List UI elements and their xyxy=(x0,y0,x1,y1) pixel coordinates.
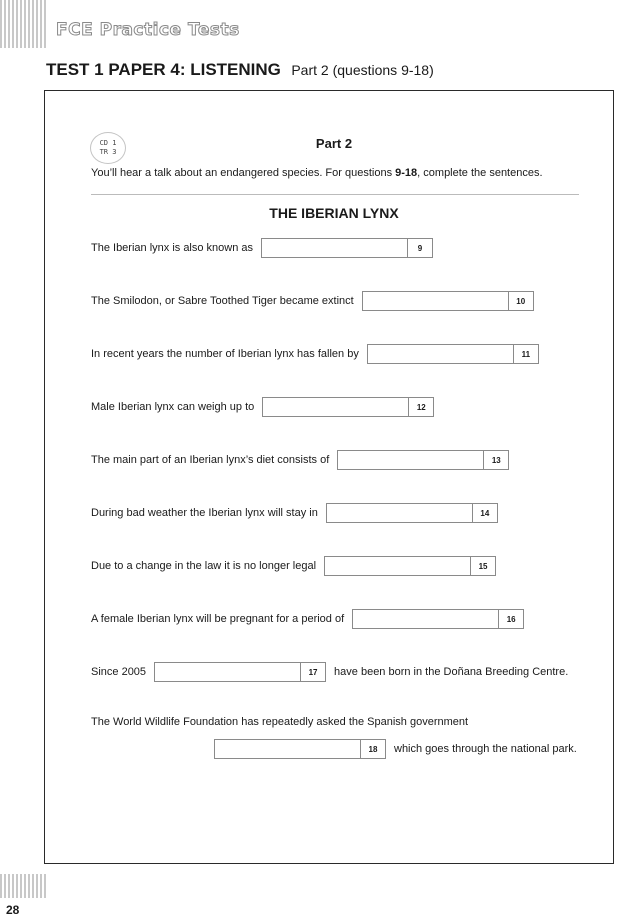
question-number: 14 xyxy=(472,504,497,522)
answer-blank[interactable] xyxy=(327,504,472,522)
answer-box[interactable] xyxy=(362,291,534,311)
question-row xyxy=(91,344,539,364)
question-number: 16 xyxy=(498,610,523,628)
decorative-stripes-bottom xyxy=(0,874,46,898)
question-row xyxy=(91,503,498,523)
question-number: 11 xyxy=(513,345,538,363)
question-number: 10 xyxy=(508,292,533,310)
answer-blank[interactable] xyxy=(215,740,360,758)
answer-box[interactable] xyxy=(352,609,524,629)
question-number: 17 xyxy=(300,663,325,681)
test-heading-subtitle: Part 2 (questions 9-18) xyxy=(291,62,434,78)
question-text-before: Since 2005 xyxy=(91,666,147,678)
answer-blank[interactable] xyxy=(263,398,408,416)
answer-blank[interactable] xyxy=(325,557,470,575)
question-number: 18 xyxy=(360,740,385,758)
question-text: A female Iberian lynx will be pregnant for a period of xyxy=(91,613,345,625)
question-row xyxy=(91,238,433,258)
answer-box[interactable] xyxy=(214,739,386,759)
question-row xyxy=(91,450,509,470)
answer-box[interactable] xyxy=(262,397,434,417)
page-number: 28 xyxy=(6,903,20,917)
question-number: 12 xyxy=(408,398,433,416)
answer-box[interactable] xyxy=(337,450,509,470)
answer-blank[interactable] xyxy=(262,239,407,257)
talk-title: THE IBERIAN LYNX xyxy=(269,205,399,221)
answer-blank[interactable] xyxy=(353,610,498,628)
answer-box[interactable] xyxy=(154,662,326,682)
question-row xyxy=(214,739,577,759)
question-row xyxy=(91,662,568,682)
answer-blank[interactable] xyxy=(368,345,513,363)
test-heading-title: TEST 1 PAPER 4: LISTENING xyxy=(46,60,281,79)
question-text-after: which goes through the national park. xyxy=(394,743,577,755)
question-text: During bad weather the Iberian lynx will stay in xyxy=(91,507,318,519)
track-label: TR 3 xyxy=(99,148,117,156)
question-intro xyxy=(91,716,468,728)
answer-box[interactable] xyxy=(326,503,498,523)
cd-label: CD 1 xyxy=(99,139,117,147)
answer-blank[interactable] xyxy=(338,451,483,469)
instructions-after: , complete the sentences. xyxy=(417,167,543,179)
instructions-before: You’ll hear a talk about an endangered species. For questions xyxy=(91,167,396,179)
question-text: The main part of an Iberian lynx’s diet consists of xyxy=(91,454,330,466)
question-text: The Iberian lynx is also known as xyxy=(91,242,254,254)
test-heading xyxy=(46,60,434,80)
answer-box[interactable] xyxy=(261,238,433,258)
answer-blank[interactable] xyxy=(363,292,508,310)
question-row xyxy=(91,397,434,417)
question-row xyxy=(91,609,524,629)
question-number: 9 xyxy=(407,239,432,257)
question-number: 15 xyxy=(470,557,495,575)
series-title: FCE Practice Tests xyxy=(56,20,240,40)
decorative-stripes-top xyxy=(0,0,46,48)
question-text: Male Iberian lynx can weigh up to xyxy=(91,401,255,413)
instructions xyxy=(91,167,543,179)
question-row xyxy=(91,556,496,576)
instructions-range: 9-18 xyxy=(395,167,418,179)
divider xyxy=(91,194,579,195)
question-text-intro: The World Wildlife Foundation has repeatedly asked the Spanish government xyxy=(91,716,469,728)
question-text: Due to a change in the law it is no longer legal xyxy=(91,560,317,572)
question-number: 13 xyxy=(483,451,508,469)
answer-blank[interactable] xyxy=(155,663,300,681)
answer-box[interactable] xyxy=(367,344,539,364)
question-row xyxy=(91,291,534,311)
part-title: Part 2 xyxy=(315,136,353,151)
answer-box[interactable] xyxy=(324,556,496,576)
question-text-after: have been born in the Doñana Breeding Centre. xyxy=(334,666,569,678)
question-text: In recent years the number of Iberian lynx has fallen by xyxy=(91,348,359,360)
question-text: The Smilodon, or Sabre Toothed Tiger became extinct xyxy=(91,295,354,307)
